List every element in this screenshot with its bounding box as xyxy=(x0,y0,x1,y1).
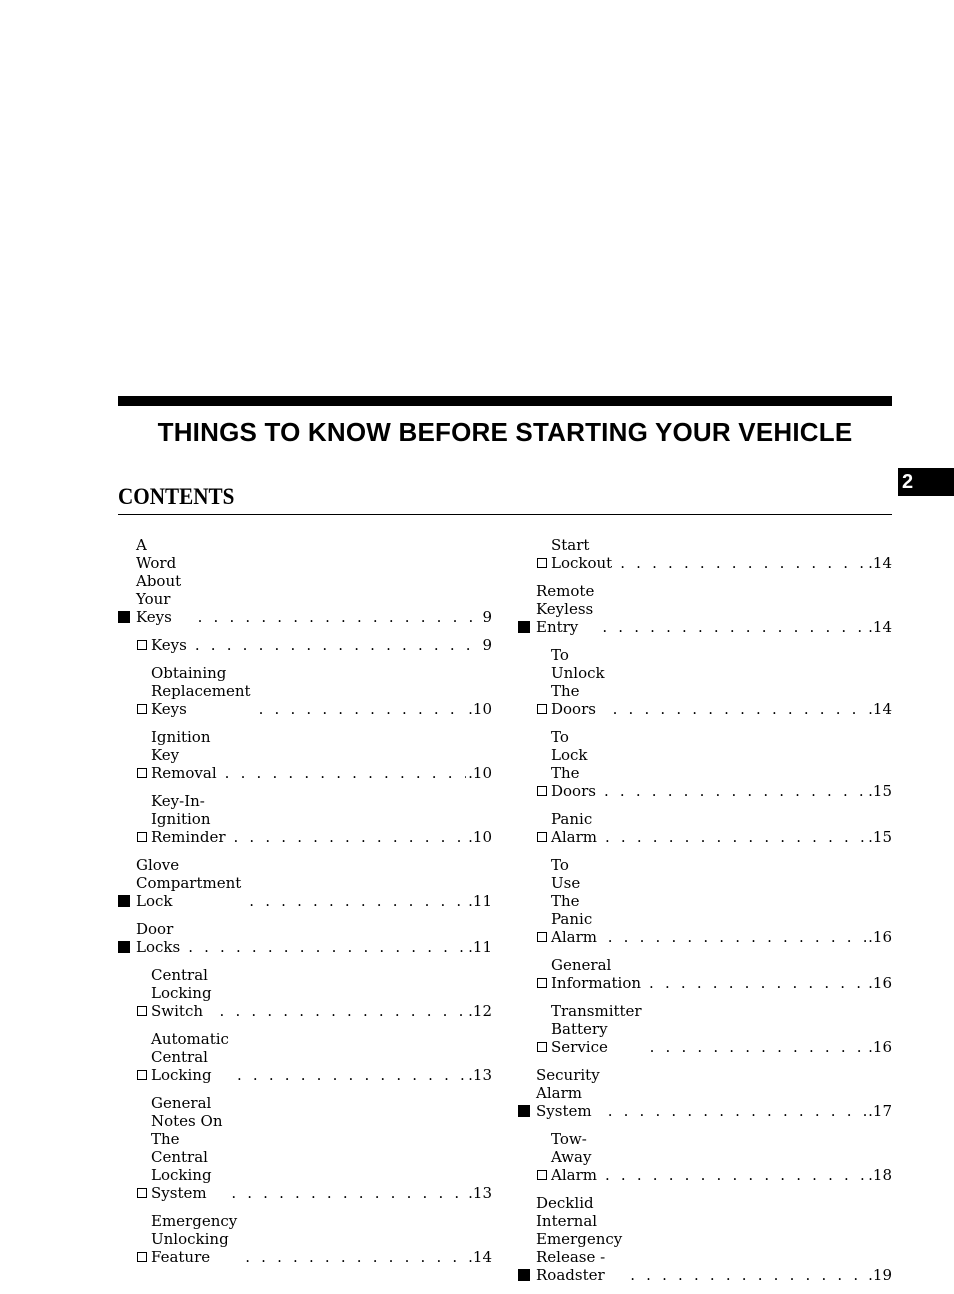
dot-leader xyxy=(249,892,466,910)
dot-leader xyxy=(195,636,476,654)
toc-page-number: .10 xyxy=(468,700,492,718)
toc-page-number: .12 xyxy=(468,1002,492,1020)
toc-entry-title: Obtaining Replacement Keys xyxy=(151,664,251,718)
toc-subsection-entry[interactable] xyxy=(518,810,892,846)
toc-page-number: .11 xyxy=(468,892,492,910)
hollow-square-bullet-icon xyxy=(137,832,147,842)
dot-leader xyxy=(188,938,466,956)
dot-leader xyxy=(245,1248,466,1266)
toc-entry-title: Tow-Away Alarm xyxy=(551,1130,597,1184)
toc-entry-title: Keys xyxy=(151,636,187,654)
toc-page-number: .14 xyxy=(868,618,892,636)
toc-entry-title: To Use The Panic Alarm xyxy=(551,856,597,946)
toc-subsection-entry[interactable] xyxy=(518,856,892,946)
toc-page-number: 9 xyxy=(482,636,492,654)
hollow-square-bullet-icon xyxy=(537,1170,547,1180)
toc-subsection-entry[interactable] xyxy=(518,1130,892,1184)
toc-subsection-entry[interactable] xyxy=(118,966,492,1020)
filled-square-bullet-icon xyxy=(518,1269,530,1281)
toc-entry-title: Start Lockout xyxy=(551,536,613,572)
dot-leader xyxy=(237,1066,466,1084)
toc-entry-title: Remote Keyless Entry xyxy=(536,582,595,636)
toc-page-number: .15 xyxy=(868,828,892,846)
dot-leader xyxy=(620,554,866,572)
dot-leader xyxy=(198,608,476,626)
toc-page-number: .15 xyxy=(868,782,892,800)
toc-page-number: .10 xyxy=(468,764,492,782)
toc-page-number: .13 xyxy=(468,1066,492,1084)
chapter-tab-badge: 2 xyxy=(898,468,954,496)
toc-entry-title: Door Locks xyxy=(136,920,181,956)
filled-square-bullet-icon xyxy=(518,621,530,633)
hollow-square-bullet-icon xyxy=(137,1070,147,1080)
dot-leader xyxy=(608,1102,866,1120)
toc-page-number: 9 xyxy=(482,608,492,626)
dot-leader xyxy=(650,1038,867,1056)
hollow-square-bullet-icon xyxy=(137,704,147,714)
toc-section-entry[interactable] xyxy=(518,1066,892,1120)
hollow-square-bullet-icon xyxy=(137,1006,147,1016)
toc-subsection-entry[interactable] xyxy=(518,728,892,800)
toc-entry-title: Key-In-Ignition Reminder xyxy=(151,792,226,846)
toc-page-number: .13 xyxy=(468,1184,492,1202)
dot-leader xyxy=(234,828,467,846)
hollow-square-bullet-icon xyxy=(137,1252,147,1262)
toc-page-number: .14 xyxy=(868,554,892,572)
dot-leader xyxy=(649,974,866,992)
hollow-square-bullet-icon xyxy=(137,1188,147,1198)
hollow-square-bullet-icon xyxy=(137,768,147,778)
dot-leader xyxy=(602,618,866,636)
toc-entry-title: Central Locking Switch xyxy=(151,966,212,1020)
toc-subsection-entry[interactable] xyxy=(518,646,892,718)
top-rule xyxy=(118,396,892,406)
toc-entry-title: To Lock The Doors xyxy=(551,728,596,800)
toc-page-number: .16 xyxy=(868,1038,892,1056)
filled-square-bullet-icon xyxy=(118,895,130,907)
toc-subsection-entry[interactable] xyxy=(118,1094,492,1202)
dot-leader xyxy=(605,828,866,846)
toc-page-number: .19 xyxy=(868,1266,892,1284)
hollow-square-bullet-icon xyxy=(537,704,547,714)
dot-leader xyxy=(231,1184,466,1202)
hollow-square-bullet-icon xyxy=(537,786,547,796)
toc-subsection-entry[interactable] xyxy=(118,1212,492,1266)
dot-leader xyxy=(225,764,467,782)
toc-page-number: .18 xyxy=(868,1166,892,1184)
toc-page-number: .11 xyxy=(468,938,492,956)
toc-right-column xyxy=(518,536,892,1294)
toc-section-entry[interactable] xyxy=(118,920,492,956)
toc-entry-title: Automatic Central Locking xyxy=(151,1030,229,1084)
toc-entry-title: A Word About Your Keys xyxy=(136,536,182,626)
toc-entry-title: General Notes On The Central Locking System xyxy=(151,1094,223,1202)
toc-page-number: .16 xyxy=(868,974,892,992)
toc-section-entry[interactable] xyxy=(118,856,492,910)
contents-heading: CONTENTS xyxy=(118,484,235,509)
filled-square-bullet-icon xyxy=(118,941,130,953)
toc-entry-title: To Unlock The Doors xyxy=(551,646,605,718)
toc-entry-title: Security Alarm System xyxy=(536,1066,600,1120)
hollow-square-bullet-icon xyxy=(537,978,547,988)
toc-subsection-entry[interactable] xyxy=(518,1002,892,1056)
toc-subsection-entry[interactable] xyxy=(118,728,492,782)
toc-section-entry[interactable] xyxy=(518,1194,892,1284)
toc-page-number: .17 xyxy=(868,1102,892,1120)
dot-leader xyxy=(605,1166,866,1184)
toc-subsection-entry[interactable] xyxy=(118,664,492,718)
toc-entry-title: General Information xyxy=(551,956,642,992)
toc-entry-title: Transmitter Battery Service xyxy=(551,1002,642,1056)
dot-leader xyxy=(604,782,866,800)
toc-subsection-entry[interactable] xyxy=(118,1030,492,1084)
hollow-square-bullet-icon xyxy=(537,832,547,842)
toc-entry-title: Glove Compartment Lock xyxy=(136,856,242,910)
toc-section-entry[interactable] xyxy=(518,582,892,636)
dot-leader xyxy=(259,700,467,718)
toc-section-entry[interactable] xyxy=(118,536,492,626)
toc-subsection-entry[interactable] xyxy=(518,536,892,572)
toc-left-column xyxy=(118,536,492,1276)
dot-leader xyxy=(613,700,867,718)
toc-entry-title: Decklid Internal Emergency Release - Roadster xyxy=(536,1194,623,1284)
hollow-square-bullet-icon xyxy=(537,558,547,568)
dot-leader xyxy=(220,1002,467,1020)
toc-entry-title: Panic Alarm xyxy=(551,810,597,846)
filled-square-bullet-icon xyxy=(518,1105,530,1117)
contents-divider xyxy=(118,514,892,515)
toc-page-number: .16 xyxy=(868,928,892,946)
toc-page-number: .10 xyxy=(468,828,492,846)
toc-subsection-entry[interactable] xyxy=(518,956,892,992)
toc-page-number: .14 xyxy=(868,700,892,718)
toc-page-number: .14 xyxy=(468,1248,492,1266)
hollow-square-bullet-icon xyxy=(537,932,547,942)
toc-entry-title: Emergency Unlocking Feature xyxy=(151,1212,238,1266)
dot-leader xyxy=(608,928,866,946)
toc-subsection-entry[interactable] xyxy=(118,636,492,654)
toc-entry-title: Ignition Key Removal xyxy=(151,728,217,782)
hollow-square-bullet-icon xyxy=(137,640,147,650)
dot-leader xyxy=(630,1266,866,1284)
toc-subsection-entry[interactable] xyxy=(118,792,492,846)
hollow-square-bullet-icon xyxy=(537,1042,547,1052)
chapter-title: THINGS TO KNOW BEFORE STARTING YOUR VEHICLE xyxy=(157,417,853,447)
filled-square-bullet-icon xyxy=(118,611,130,623)
